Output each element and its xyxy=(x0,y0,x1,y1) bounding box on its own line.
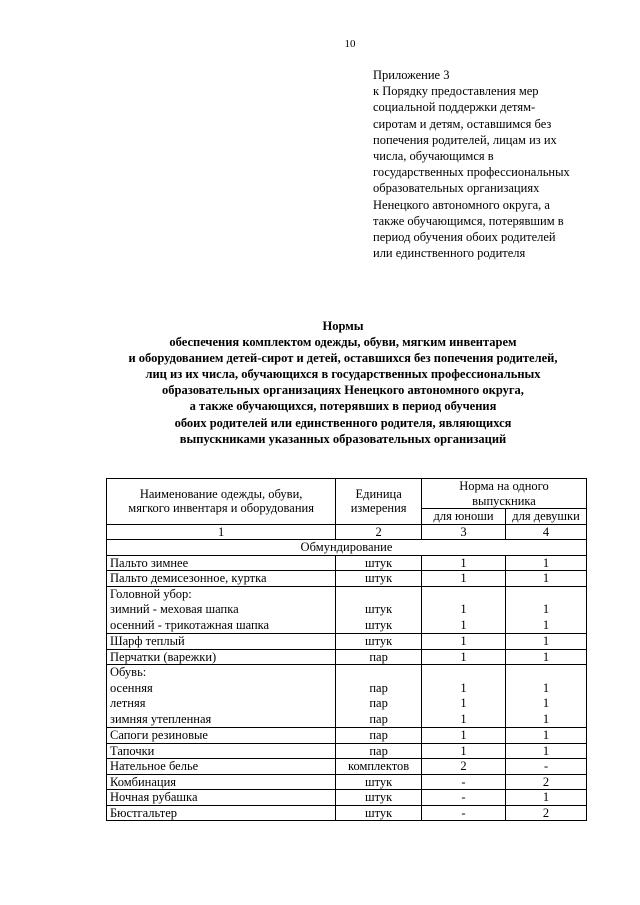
item-name-line: осенний - трикотажная шапка xyxy=(110,617,270,632)
appendix-block xyxy=(373,67,635,261)
item-name-line: Ночная рубашка xyxy=(110,790,198,804)
item-name xyxy=(107,774,336,790)
item-male xyxy=(421,634,505,650)
item-unit-line: комплектов xyxy=(348,759,410,773)
item-male-line: 1 xyxy=(460,680,467,695)
item-unit xyxy=(336,571,422,587)
item-male-line xyxy=(425,587,502,603)
col-number: 1 xyxy=(107,524,336,540)
item-name-line: летняя xyxy=(110,696,146,710)
item-male-line xyxy=(425,665,502,681)
title-line: образовательных организациях Ненецкого автономного округа, xyxy=(162,383,524,398)
item-male-line: 1 xyxy=(460,711,467,726)
item-female xyxy=(506,649,587,665)
title-lines xyxy=(95,334,591,447)
item-male-line: 1 xyxy=(460,617,467,632)
item-male-line: 1 xyxy=(460,696,467,710)
item-unit-line: пар xyxy=(369,728,388,742)
item-unit xyxy=(336,728,422,744)
item-male-line: - xyxy=(461,790,466,804)
item-unit xyxy=(336,790,422,806)
item-name xyxy=(107,728,336,744)
title-line: обеспечения комплектом одежды, обуви, мягким инвентарем xyxy=(169,335,517,350)
header-norm-line: Норма на одного xyxy=(459,479,549,493)
table-header-row xyxy=(107,479,587,509)
item-male xyxy=(421,665,505,728)
norms-table xyxy=(106,478,587,821)
header-unit-line: Единица xyxy=(355,486,402,501)
item-name-line: Тапочки xyxy=(110,743,155,758)
item-unit xyxy=(336,665,422,728)
item-name-line: Пальто зимнее xyxy=(110,555,189,570)
item-unit xyxy=(336,759,422,775)
item-female-line: 1 xyxy=(542,680,550,695)
item-name-line: Головной убор: xyxy=(110,586,192,601)
item-name-line: Сапоги резиновые xyxy=(110,728,208,742)
item-unit-line: штук xyxy=(364,634,393,648)
appendix-line: попечения родителей, лицам из их xyxy=(373,132,557,147)
item-unit xyxy=(336,805,422,821)
title-line: и оборудованием детей-сирот и детей, оставшихся без попечения родителей, xyxy=(128,351,558,366)
item-unit-line: штук xyxy=(364,602,393,616)
item-male xyxy=(421,555,505,571)
item-name xyxy=(107,805,336,821)
col-number: 4 xyxy=(506,524,587,540)
item-female-line: 1 xyxy=(542,571,550,585)
item-male-line: 1 xyxy=(460,728,467,742)
header-male: для юноши xyxy=(421,509,505,525)
item-female-line: 2 xyxy=(542,774,550,789)
table-row xyxy=(107,743,587,759)
item-male xyxy=(421,728,505,744)
item-male xyxy=(421,571,505,587)
header-name-line: Наименование одежды, обуви, xyxy=(139,486,303,501)
column-numbers-row xyxy=(107,524,587,540)
table-row xyxy=(107,634,587,650)
item-female xyxy=(506,665,587,728)
item-name-line: Шарф теплый xyxy=(110,634,185,648)
item-female-line: 1 xyxy=(542,711,550,726)
item-female xyxy=(506,774,587,790)
item-male-line: - xyxy=(461,805,466,820)
appendix-line: числа, обучающимся в xyxy=(373,149,494,164)
appendix-line: к Порядку предоставления мер xyxy=(373,84,539,99)
appendix-line: Ненецкого автономного округа, а xyxy=(373,197,550,212)
item-unit-line: штук xyxy=(364,617,393,632)
item-name-line: зимняя утепленная xyxy=(110,711,212,726)
header-unit-line: измерения xyxy=(350,501,407,516)
header-name xyxy=(107,479,336,525)
item-name xyxy=(107,759,336,775)
item-female-line: 1 xyxy=(542,602,550,616)
item-female xyxy=(506,805,587,821)
item-unit xyxy=(336,634,422,650)
item-unit xyxy=(336,743,422,759)
title-line: обоих родителей или единственного родителя, являющихся xyxy=(174,415,512,430)
table-row xyxy=(107,571,587,587)
appendix-line: образовательных организациях xyxy=(373,181,540,196)
item-unit xyxy=(336,649,422,665)
item-male-line: 2 xyxy=(460,759,467,773)
title-line: а также обучающихся, потерявших в период обучения xyxy=(189,399,497,414)
appendix-line: период обучения обоих родителей xyxy=(373,230,556,245)
item-unit-line: пар xyxy=(369,743,388,758)
table-row xyxy=(107,649,587,665)
header-female: для девушки xyxy=(506,509,587,525)
table-row xyxy=(107,790,587,806)
item-female-line xyxy=(509,587,583,603)
item-female xyxy=(506,728,587,744)
item-name xyxy=(107,586,336,634)
item-male-line: 1 xyxy=(460,602,467,616)
item-male xyxy=(421,649,505,665)
item-unit-line: штук xyxy=(364,571,393,585)
section-title: Обмундирование xyxy=(107,540,587,556)
item-male xyxy=(421,774,505,790)
item-unit xyxy=(336,555,422,571)
item-name xyxy=(107,665,336,728)
header-norm xyxy=(421,479,586,509)
item-female xyxy=(506,759,587,775)
item-unit-line xyxy=(339,587,418,603)
item-male xyxy=(421,805,505,821)
item-unit-line: штук xyxy=(364,774,393,789)
item-female-line: 1 xyxy=(542,743,550,758)
appendix-line: государственных профессиональных xyxy=(373,165,570,180)
item-unit xyxy=(336,586,422,634)
item-female-line: 1 xyxy=(542,696,550,710)
item-female xyxy=(506,555,587,571)
table-row xyxy=(107,586,587,634)
item-female xyxy=(506,634,587,650)
item-female-line: 1 xyxy=(542,617,550,632)
item-name xyxy=(107,649,336,665)
item-name-line: Нательное белье xyxy=(110,759,199,773)
col-number: 2 xyxy=(336,524,422,540)
item-name-line: Перчатки (варежки) xyxy=(110,649,217,664)
item-name xyxy=(107,634,336,650)
title-line: лиц из их числа, обучающихся в государственных профессиональных xyxy=(145,367,541,382)
item-unit-line: пар xyxy=(369,711,388,726)
table-row xyxy=(107,805,587,821)
col-number: 3 xyxy=(421,524,505,540)
section-row xyxy=(107,540,587,556)
title-line: выпускниками указанных образовательных организаций xyxy=(179,431,507,446)
title-heading: Нормы xyxy=(322,319,364,333)
item-male-line: 1 xyxy=(460,634,467,648)
item-name-line: осенняя xyxy=(110,680,153,695)
item-male xyxy=(421,586,505,634)
item-female xyxy=(506,571,587,587)
header-unit xyxy=(336,479,422,525)
item-name xyxy=(107,790,336,806)
item-female-line: 1 xyxy=(542,634,550,648)
item-name-line: Бюстгальтер xyxy=(110,805,178,820)
page-number: 10 xyxy=(344,38,356,50)
item-female xyxy=(506,586,587,634)
item-unit-line: штук xyxy=(364,805,393,820)
item-name xyxy=(107,555,336,571)
item-male xyxy=(421,759,505,775)
table-row xyxy=(107,759,587,775)
item-male xyxy=(421,743,505,759)
item-male-line: 1 xyxy=(460,555,467,570)
item-female-line: 2 xyxy=(542,805,550,820)
item-name-line: Обувь: xyxy=(110,665,147,679)
table-row xyxy=(107,665,587,728)
item-female-line: 1 xyxy=(542,790,550,804)
table-row xyxy=(107,555,587,571)
item-unit xyxy=(336,774,422,790)
document-title xyxy=(95,318,591,447)
item-name xyxy=(107,571,336,587)
item-unit-line: пар xyxy=(369,649,388,664)
item-name-line: Комбинация xyxy=(110,774,177,789)
item-female-line: 1 xyxy=(542,555,550,570)
item-female xyxy=(506,790,587,806)
item-name-line: Пальто демисезонное, куртка xyxy=(110,571,267,585)
appendix-line: социальной поддержки детям- xyxy=(373,100,536,115)
appendix-line: сиротам и детям, оставшимся без xyxy=(373,116,552,131)
appendix-line: Приложение 3 xyxy=(373,68,450,82)
item-unit-line: пар xyxy=(369,680,388,695)
item-female xyxy=(506,743,587,759)
item-female-line: - xyxy=(543,759,549,773)
item-male xyxy=(421,790,505,806)
item-unit-line xyxy=(339,665,418,681)
header-norm-line: выпускника xyxy=(472,493,536,508)
item-unit-line: штук xyxy=(364,790,393,804)
item-male-line: 1 xyxy=(460,743,467,758)
table-row xyxy=(107,728,587,744)
item-female-line: 1 xyxy=(542,649,550,664)
item-female-line: 1 xyxy=(542,728,550,742)
item-name xyxy=(107,743,336,759)
item-unit-line: пар xyxy=(369,696,388,710)
appendix-line: также обучающимся, потерявшим в xyxy=(373,213,564,228)
item-male-line: - xyxy=(461,774,466,789)
item-name-line: зимний - меховая шапка xyxy=(110,602,239,616)
item-male-line: 1 xyxy=(460,571,467,585)
appendix-line: или единственного родителя xyxy=(373,246,526,261)
table-row xyxy=(107,774,587,790)
header-name-line: мягкого инвентаря и оборудования xyxy=(128,501,314,516)
item-unit-line: штук xyxy=(364,555,393,570)
item-female-line xyxy=(509,665,583,681)
item-male-line: 1 xyxy=(460,649,467,664)
